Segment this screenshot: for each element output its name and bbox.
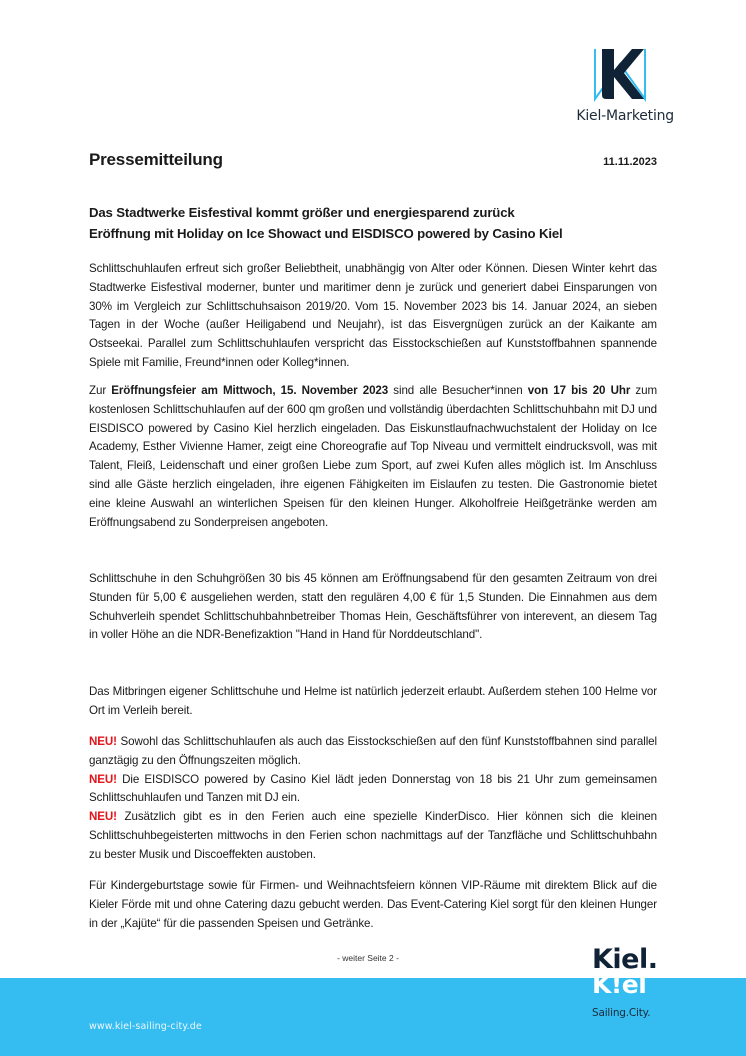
news-list — [89, 733, 657, 865]
paragraph-intro — [89, 260, 657, 373]
paragraph-helmets — [89, 683, 657, 721]
continued-note: - weiter Seite 2 - — [337, 953, 399, 963]
paragraph-vip — [89, 877, 657, 933]
opening-date-bold: Eröffnungsfeier am Mittwoch, 15. November 2023 — [111, 384, 389, 397]
paragraph-helmets-text: Das Mitbringen eigener Schlittschuhe und Helme ist natürlich jederzeit erlaubt. Außerdem stehen 100 Helme vor Ort im Verleih bereit. — [89, 685, 657, 717]
headline-line-1: Das Stadtwerke Eisfestival kommt größer und energiesparend zurück — [89, 205, 515, 220]
release-date: 11.11.2023 — [603, 156, 657, 168]
paragraph-opening-text: Zur Eröffnungsfeier am Mittwoch, 15. November 2023 sind alle Besucher*innen von 17 bis 20 Uhr zum kostenlosen Schlittschuhlaufen auf der 600 qm großen und vollständig überdachten Schlittschuhbahn mit DJ und EISDISCO powered by Casino Kiel herzlich eingeladen. Das Eiskunstlaufnachwuchstalent der Holiday on Ice Academy, Esther Vivienne Hamer, zeigt eine Choreografie auf Top Niveau und vermittelt eindrucksvoll, was mit Talent, Fleiß, Leidenschaft und einer großen Liebe zum Sport, auf zwei Kufen alles möglich ist. Im Anschluss sind alle Gäste herzlich eingeladen, ihre eigenen Fähigkeiten im Eislaufen zu testen. Die Gastronomie bietet eine kleine Auswahl an winterlichen Speisen für den kleinen Hunger. Alkoholfreie Heißgetränke werden am Eröffnungsabend zu Sonderpreisen angeboten. — [89, 384, 658, 529]
kiel-marketing-k-icon — [592, 46, 648, 102]
page-title: Pressemitteilung — [89, 150, 223, 169]
kiel-wordmark: Kiel. — [592, 944, 658, 975]
paragraph-vip-text: Für Kindergeburtstage sowie für Firmen- und Weihnachtsfeiern können VIP-Räume mit direktem Blick auf die Kieler Förde mit und ohne Catering dazu gebucht werden. Das Event-Catering Kiel sorgt für den kleinen Hunger in der „Kajüte“ für die passenden Speisen und Getränke. — [89, 879, 657, 930]
news-item: NEU! Sowohl das Schlittschuhlaufen als auch das Eisstockschießen auf den fünf Kunststoffbahnen sind parallel ganztägig zu den Öffnungszeiten möglich. — [89, 735, 657, 767]
headline-line-2: Eröffnung mit Holiday on Ice Showact und EISDISCO powered by Casino Kiel — [89, 226, 563, 241]
paragraph-intro-text: Schlittschuhlaufen erfreut sich großer Beliebtheit, unabhängig von Alter oder Können. Diesen Winter kehrt das Stadtwerke Eisfestival moderner, bunter und maritimer denn je zurück und generiert dabei Einsparungen von 30% im Vergleich zur Schlittschuhsaison 2019/20. Vom 15. November 2023 bis 14. Januar 2024, an sieben Tagen in der Woche (außer Heiligabend und Neujahr), ist das Eisvergnügen zurück an der Kaikante am Ostseekai. Parallel zum Schlittschuhlaufen verspricht das Eisstockschießen auf Kunststoffbahnen spannende Spiele mit Familie, Freund*innen oder Kolleg*innen. — [89, 262, 657, 369]
paragraph-skate-rental — [89, 570, 657, 645]
title-row — [89, 150, 657, 170]
headline — [89, 202, 669, 244]
news-item: NEU! Die EISDISCO powered by Casino Kiel lädt jeden Donnerstag von 18 bis 21 Uhr zum gemeinsamen Schlittschuhlaufen und Tanzen mit DJ ein. — [89, 772, 657, 805]
news-item: NEU! Zusätzlich gibt es in den Ferien auch eine spezielle KinderDisco. Hier können sich die kleinen Schlittschuhbegeisterten mittwochs in den Ferien schon nachmittags auf der Tanzfläche und Schlittschuhbahn zu bester Musik und Discoeffekten austoben. — [89, 810, 657, 861]
new-badge: NEU! — [89, 735, 117, 748]
new-badge: NEU! — [89, 810, 117, 824]
new-badge: NEU! — [89, 772, 117, 786]
kiel-marketing-logo — [564, 46, 676, 124]
kiel-mirrored-wordmark: K!el — [592, 970, 647, 999]
kiel-marketing-text: Kiel-Marketing — [576, 108, 674, 124]
paragraph-opening — [89, 382, 657, 532]
kiel-sailing-city-logo — [592, 946, 682, 1019]
opening-time-bold: von 17 bis 20 Uhr — [527, 384, 631, 397]
sailing-city-tagline: Sailing.City. — [592, 1007, 651, 1019]
footer-url[interactable]: www.kiel-sailing-city.de — [89, 1021, 202, 1032]
paragraph-skate-rental-text: Schlittschuhe in den Schuhgrößen 30 bis 45 können am Eröffnungsabend für den gesamten Zeitraum von drei Stunden für 5,00 € ausgeliehen werden, statt den regulären 4,00 € für 1,5 Stunden. Die Einnahmen aus dem Schuhverleih spendet Schlittschuhbahnbetreiber Thomas Hein, Geschäftsführer von interevent, an diesem Tag in voller Höhe an die NDR-Benefizaktion "Hand in Hand für Norddeutschland". — [89, 572, 657, 642]
